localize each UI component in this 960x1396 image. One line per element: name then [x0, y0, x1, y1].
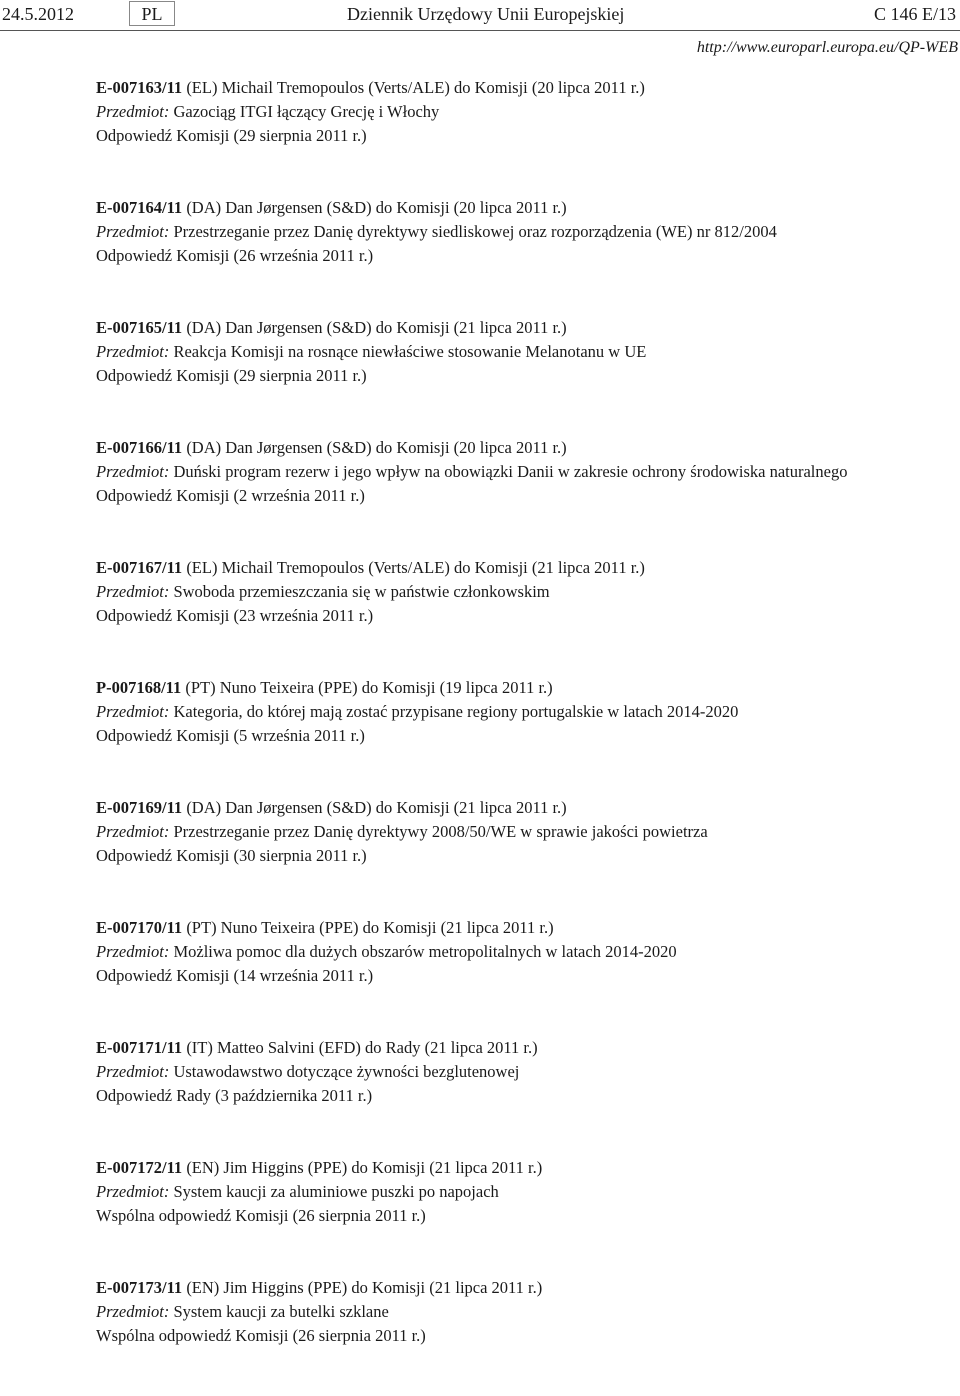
answer-line: Odpowiedź Komisji (29 sierpnia 2011 r.): [96, 366, 367, 385]
question-reference: E-007169/11: [96, 798, 183, 817]
subject-label: Przedmiot:: [96, 942, 170, 961]
subject-label: Przedmiot:: [96, 822, 170, 841]
question-reference: E-007164/11: [96, 198, 183, 217]
subject-label: Przedmiot:: [96, 702, 170, 721]
answer-line: Wspólna odpowiedź Komisji (26 sierpnia 2011 r.): [96, 1326, 426, 1345]
journal-title: Dziennik Urzędowy Unii Europejskiej: [347, 4, 625, 24]
answer-line: Odpowiedź Komisji (29 sierpnia 2011 r.): [96, 126, 367, 145]
question-author: (EL) Michail Tremopoulos (Verts/ALE) do Komisji (20 lipca 2011 r.): [182, 78, 645, 97]
question-author: (DA) Dan Jørgensen (S&D) do Komisji (20 lipca 2011 r.): [182, 198, 567, 217]
answer-line: Odpowiedź Komisji (26 września 2011 r.): [96, 246, 374, 265]
page-header: [0, 0, 960, 30]
answer-line: Odpowiedź Komisji (30 sierpnia 2011 r.): [96, 846, 367, 865]
subject-text: Swoboda przemieszczania się w państwie członkowskim: [169, 582, 550, 601]
question-subject: [96, 220, 936, 244]
subject-text: Możliwa pomoc dla dużych obszarów metropolitalnych w latach 2014-2020: [169, 942, 677, 961]
question-heading: [96, 196, 936, 220]
subject-label: Przedmiot:: [96, 1062, 170, 1081]
question-entry: [96, 916, 936, 988]
question-subject: [96, 1180, 936, 1204]
question-author: (DA) Dan Jørgensen (S&D) do Komisji (21 lipca 2011 r.): [182, 318, 567, 337]
question-heading: [96, 556, 936, 580]
question-list: [96, 76, 936, 1396]
subject-label: Przedmiot:: [96, 342, 170, 361]
question-reference: E-007171/11: [96, 1038, 183, 1057]
page-reference: C 146 E/13: [873, 4, 956, 24]
answer-line: Wspólna odpowiedź Komisji (26 sierpnia 2011 r.): [96, 1206, 426, 1225]
question-entry: [96, 676, 936, 748]
header-divider: [0, 30, 960, 31]
subject-text: Gazociąg ITGI łączący Grecję i Włochy: [169, 102, 440, 121]
question-subject: [96, 340, 936, 364]
subject-label: Przedmiot:: [96, 462, 170, 481]
question-heading: [96, 76, 936, 100]
subject-text: Duński program rezerw i jego wpływ na obowiązki Danii w zakresie ochrony środowiska naturalnego: [169, 462, 848, 481]
question-subject: [96, 820, 936, 844]
question-entry: [96, 1156, 936, 1228]
question-reference: E-007172/11: [96, 1158, 183, 1177]
question-entry: [96, 316, 936, 388]
question-subject: [96, 460, 936, 484]
question-heading: [96, 316, 936, 340]
subject-label: Przedmiot:: [96, 222, 170, 241]
subject-text: Reakcja Komisji na rosnące niewłaściwe stosowanie Melanotanu w UE: [169, 342, 647, 361]
question-author: (DA) Dan Jørgensen (S&D) do Komisji (21 lipca 2011 r.): [182, 798, 567, 817]
answer-line: Odpowiedź Komisji (5 września 2011 r.): [96, 726, 365, 745]
question-entry: [96, 1036, 936, 1108]
question-reference: E-007167/11: [96, 558, 183, 577]
question-entry: [96, 76, 936, 148]
question-author: (PT) Nuno Teixeira (PPE) do Komisji (19 lipca 2011 r.): [181, 678, 553, 697]
answer-line: Odpowiedź Rady (3 października 2011 r.): [96, 1086, 373, 1105]
question-reference: E-007173/11: [96, 1278, 183, 1297]
question-subject: [96, 1300, 936, 1324]
question-subject: [96, 700, 936, 724]
answer-line: Odpowiedź Komisji (14 września 2011 r.): [96, 966, 374, 985]
question-heading: [96, 436, 936, 460]
subject-text: Przestrzeganie przez Danię dyrektywy 2008/50/WE w sprawie jakości powietrza: [169, 822, 708, 841]
question-author: (EL) Michail Tremopoulos (Verts/ALE) do Komisji (21 lipca 2011 r.): [182, 558, 645, 577]
source-url[interactable]: http://www.europarl.europa.eu/QP-WEB: [696, 39, 958, 56]
subject-label: Przedmiot:: [96, 102, 170, 121]
question-reference: E-007163/11: [96, 78, 183, 97]
subject-text: System kaucji za aluminiowe puszki po napojach: [169, 1182, 499, 1201]
question-heading: [96, 676, 936, 700]
question-reference: E-007166/11: [96, 438, 183, 457]
publication-date: 24.5.2012: [2, 4, 74, 24]
question-heading: [96, 796, 936, 820]
answer-line: Odpowiedź Komisji (23 września 2011 r.): [96, 606, 374, 625]
question-author: (IT) Matteo Salvini (EFD) do Rady (21 lipca 2011 r.): [182, 1038, 538, 1057]
subject-text: System kaucji za butelki szklane: [169, 1302, 389, 1321]
question-author: (DA) Dan Jørgensen (S&D) do Komisji (20 lipca 2011 r.): [182, 438, 567, 457]
question-heading: [96, 1276, 936, 1300]
subject-text: Kategoria, do której mają zostać przypisane regiony portugalskie w latach 2014-2020: [169, 702, 739, 721]
language-code: PL: [129, 1, 175, 26]
subject-label: Przedmiot:: [96, 1302, 170, 1321]
question-subject: [96, 580, 936, 604]
subject-label: Przedmiot:: [96, 582, 170, 601]
question-subject: [96, 1060, 936, 1084]
subject-text: Przestrzeganie przez Danię dyrektywy siedliskowej oraz rozporządzenia (WE) nr 812/2004: [169, 222, 777, 241]
question-heading: [96, 1036, 936, 1060]
question-entry: [96, 796, 936, 868]
question-entry: [96, 196, 936, 268]
question-subject: [96, 100, 936, 124]
question-author: (EN) Jim Higgins (PPE) do Komisji (21 lipca 2011 r.): [182, 1278, 543, 1297]
question-reference: P-007168/11: [96, 678, 182, 697]
subject-text: Ustawodawstwo dotyczące żywności bezglutenowej: [169, 1062, 520, 1081]
question-entry: [96, 436, 936, 508]
question-author: (PT) Nuno Teixeira (PPE) do Komisji (21 lipca 2011 r.): [182, 918, 554, 937]
answer-line: Odpowiedź Komisji (2 września 2011 r.): [96, 486, 365, 505]
question-entry: [96, 1276, 936, 1348]
question-author: (EN) Jim Higgins (PPE) do Komisji (21 lipca 2011 r.): [182, 1158, 543, 1177]
question-entry: [96, 556, 936, 628]
question-heading: [96, 1156, 936, 1180]
question-reference: E-007170/11: [96, 918, 183, 937]
question-subject: [96, 940, 936, 964]
subject-label: Przedmiot:: [96, 1182, 170, 1201]
question-heading: [96, 916, 936, 940]
question-reference: E-007165/11: [96, 318, 183, 337]
